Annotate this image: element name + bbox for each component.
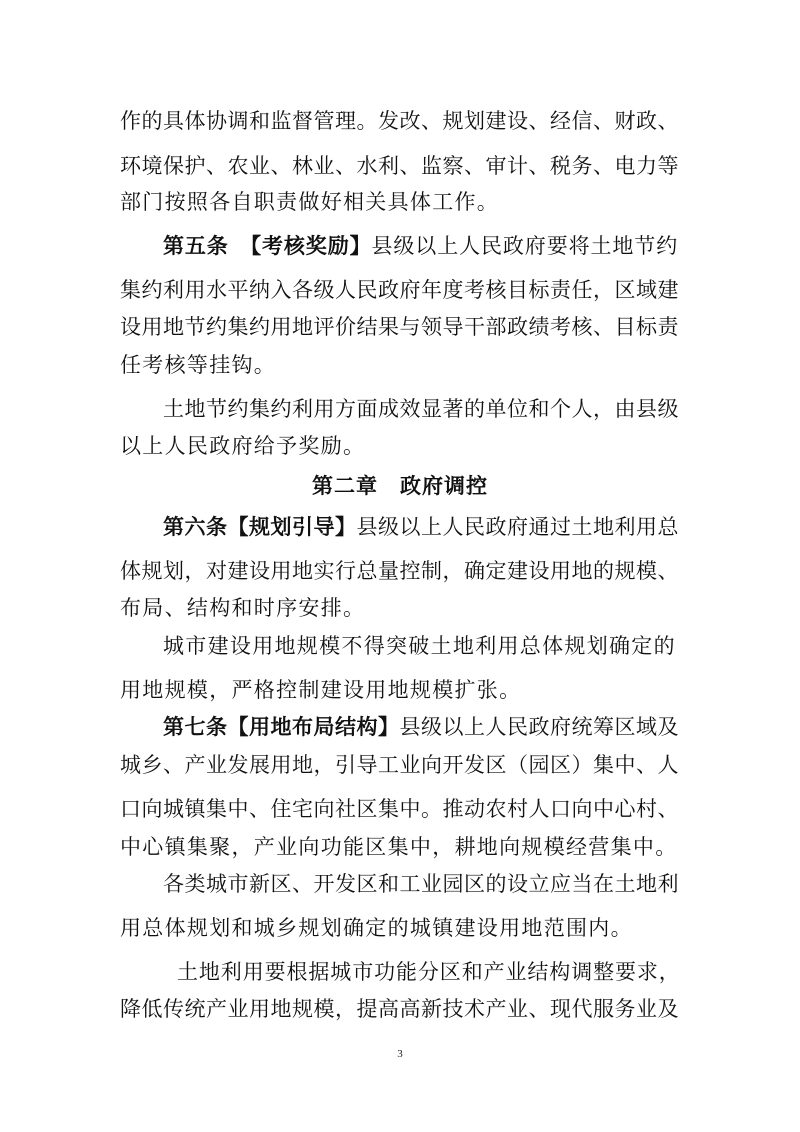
paragraph-line: 体规划，对建设用地实行总量控制，确定建设用地的规模、	[120, 559, 679, 583]
paragraph-line: 土地利用要根据城市功能分区和产业结构调整要求，	[177, 960, 681, 984]
article-7-line	[163, 713, 679, 741]
chapter-heading: 第二章 政府调控	[312, 473, 488, 498]
article-5-text: 县级以上人民政府要将土地节约	[371, 234, 679, 258]
article-6-text: 县级以上人民政府通过土地利用总	[356, 515, 679, 539]
paragraph-line: 用总体规划和城乡规划确定的城镇建设用地范围内。	[120, 916, 633, 940]
paragraph-line: 用地规模，严格控制建设用地规模扩张。	[120, 678, 522, 702]
article-5-line	[163, 232, 678, 260]
paragraph-line: 降低传统产业用地规模，提高高新技术产业、现代服务业及	[120, 997, 679, 1021]
paragraph-line: 环境保护、农业、林业、水利、监察、审计、税务、电力等	[120, 154, 679, 178]
paragraph-line: 城市建设用地规模不得突破土地利用总体规划确定的	[163, 634, 676, 658]
article-7-heading: 第七条【用地布局结构】	[163, 714, 400, 739]
paragraph-line: 任考核等挂钩。	[120, 353, 277, 377]
paragraph-line: 口向城镇集中、住宅向社区集中。推动农村人口向中心村、	[120, 797, 679, 821]
paragraph-line: 以上人民政府给予奖励。	[120, 434, 366, 458]
paragraph-line: 设用地节约集约用地评价结果与领导干部政绩考核、目标责	[120, 315, 679, 339]
paragraph-line: 各类城市新区、开发区和工业园区的设立应当在土地利	[163, 872, 679, 896]
article-6-heading: 第六条【规划引导】	[163, 514, 357, 539]
paragraph-line: 中心镇集聚，产业向功能区集中，耕地向规模经营集中。	[120, 835, 678, 859]
paragraph-line: 部门按照各自职责做好相关具体工作。	[120, 190, 500, 214]
paragraph-line: 作的具体协调和监督管理。发改、规划建设、经信、财政、	[120, 109, 679, 133]
paragraph-line: 土地节约集约利用方面成效显著的单位和个人，由县级	[163, 397, 679, 421]
article-5-heading: 第五条 【考核奖励】	[163, 233, 372, 258]
paragraph-line: 集约利用水平纳入各级人民政府年度考核目标责任，区域建	[120, 278, 679, 302]
paragraph-line: 布局、结构和时序安排。	[120, 596, 366, 620]
paragraph-line: 城乡、产业发展用地，引导工业向开发区（园区）集中、人	[120, 753, 679, 777]
article-6-line	[163, 513, 679, 541]
article-7-text: 县级以上人民政府统筹区域及	[399, 715, 679, 739]
page-number: 3	[397, 1048, 403, 1060]
